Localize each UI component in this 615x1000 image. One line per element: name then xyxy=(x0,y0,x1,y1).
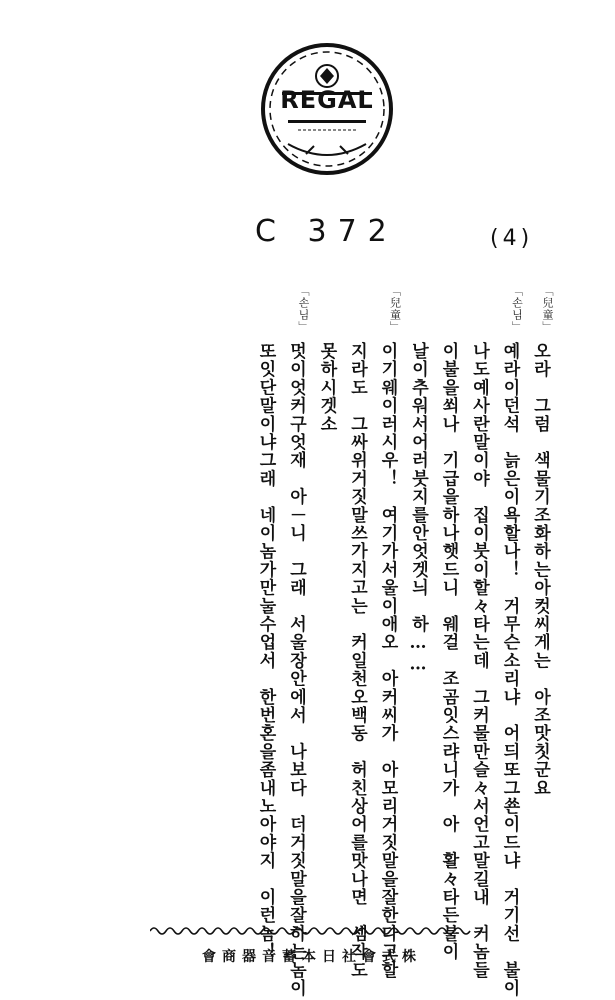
wavy-divider xyxy=(150,924,475,938)
publisher-footer: 會商器音蓄本日社會式株 xyxy=(202,949,422,965)
dialogue-line: 이불을쐬나 기급을하나햇드니 웨걸 조곰잇스랴니가 아 활々타든불이 xyxy=(438,342,459,961)
dialogue-column xyxy=(433,285,464,961)
dialogue-column xyxy=(494,285,525,998)
dialogue-line: 나도예사란말이야 집이붓이할々타는데 그커물만슬々서언고말길내 커놈들 xyxy=(469,342,489,979)
speaker-label: 「손님」 xyxy=(510,285,524,333)
dialogue-column xyxy=(281,285,312,998)
dialogue-line: 또잇단말이냐그래 네이놈가만눌수업서 한번혼을좀내노아야지 이런놈！ xyxy=(255,342,276,961)
dialogue-column xyxy=(464,285,495,979)
dialogue-line: 못하시겟소 xyxy=(316,342,337,433)
dialogue-line: 지라도 그싸위거짓말쓰가지고는 커일천오백동 허친상어를맛나면 셈작도 xyxy=(347,342,367,979)
dialogue-column xyxy=(342,285,373,979)
speaker-label: 「손님」 xyxy=(297,285,310,333)
regal-label-logo xyxy=(258,40,396,178)
dialogue-column xyxy=(250,285,281,961)
dialogue-line: 멋이엇커구엇재 아－니 그래 서울장안에서 나보다 더거짓말을잘하는놈이 xyxy=(286,342,306,998)
dialogue-line: 오라 그럼 색물기조화하는아컷씨게는 아조맛칫군요 xyxy=(530,342,550,797)
dialogue-line: 날이추워서어러붓지를안엇겟늬 하…… xyxy=(408,342,428,676)
speaker-label: 「兒童」 xyxy=(388,285,402,333)
dialogue-column xyxy=(372,285,403,979)
dialogue-line: 이기웨이러시우！ 여기가서울이애오 아커씨가 아모리거짓말을잘한다고할 xyxy=(377,342,398,979)
logo-wordmark: REGAL xyxy=(280,86,374,114)
dialogue-column xyxy=(525,285,556,925)
page-number: (4) xyxy=(490,226,534,251)
catalog-number: C 372 xyxy=(255,214,398,249)
dialogue-column xyxy=(311,285,342,925)
dialogue-column xyxy=(403,285,434,925)
dialogue-line: 예라이던석 늙은이욕할나！ 거무슨소리냐 어듸또그쑌이드냐 거기선 불이 xyxy=(499,342,520,998)
speaker-label: 「兒童」 xyxy=(541,285,554,333)
